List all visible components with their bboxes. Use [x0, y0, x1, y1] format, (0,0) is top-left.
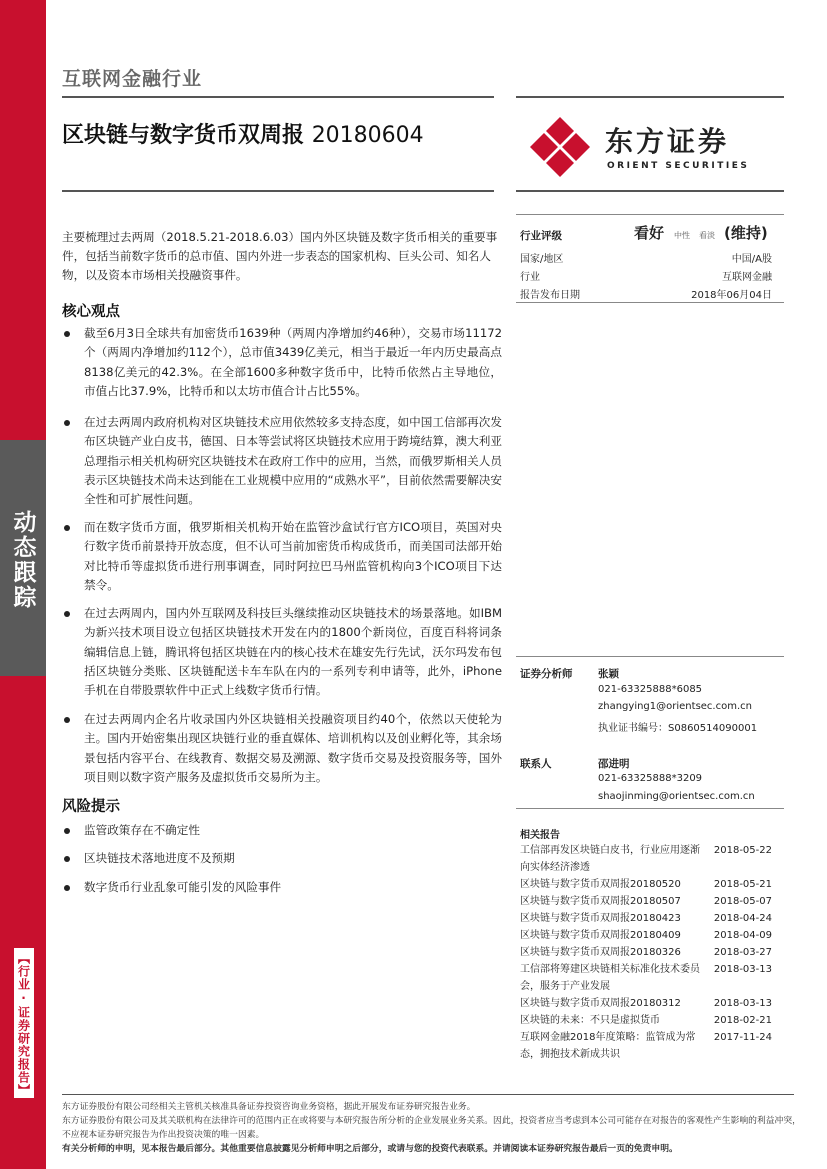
- title-date: 20180604: [311, 123, 424, 148]
- analyst-name: 张颖: [598, 668, 619, 680]
- list-item: 在过去两周内企名片收录国内外区块链相关投融资项目约40个，依然以天使轮为主。国内开始密集出现区块链行业的垂直媒体、培训机构以及创业孵化等，其余场景包括内容平台、在线教育、数据交易及溯源、数字货币交易及投资服务等，国外项目则以数字资产服务及虚拟货币交易所为主。: [62, 710, 502, 787]
- report-title: 互联网金融2018年度策略：监管成为常态，拥抱技术新成共识: [520, 1032, 696, 1060]
- report-date: 2018-03-13: [713, 998, 772, 1009]
- industry-category: 互联网金融行业: [62, 68, 203, 90]
- title-text: 区块链与数字货币双周报: [62, 123, 305, 148]
- core-views-heading: 核心观点: [62, 304, 120, 320]
- logo-subtitle: ORIENT SECURITIES: [607, 161, 750, 171]
- related-report[interactable]: [520, 961, 772, 995]
- rating-value: 看好: [634, 224, 665, 242]
- report-date: 2018-03-27: [713, 947, 772, 958]
- related-report[interactable]: [520, 944, 772, 961]
- info-row: [520, 250, 772, 265]
- core-views-list: [62, 518, 502, 595]
- company-logo: [528, 115, 592, 183]
- disclaimer: [62, 1100, 802, 1156]
- report-date: 2018-02-21: [713, 1015, 772, 1026]
- divider: [516, 190, 784, 192]
- list-item: 截至6月3日全球共有加密货币1639种（两周内净增加约46种），交易市场11172个（两周内净增加约112个），总市值3439亿美元，相当于最近一年内历史最高点8138亿美元的42.3%。在全部1600多种数字货币中，比特币依然占主导地位，市值占比37.9%，比特币和以太坊市值合计占比55%。: [62, 324, 502, 401]
- contact-phone: 021-63325888*3209: [598, 773, 703, 784]
- report-title: 区块链的未来：不只是虚拟货币: [520, 1015, 660, 1026]
- analyst-label: 证券分析师: [520, 668, 573, 680]
- info-value: 中国/A股: [731, 254, 772, 265]
- report-date: 2018-04-24: [713, 913, 772, 924]
- report-title: 工信部再发区块链白皮书，行业应用逐渐向实体经济渗透: [520, 845, 700, 873]
- divider: [516, 214, 784, 215]
- rating-label: 行业评级: [520, 230, 562, 242]
- list-item: 监管政策存在不确定性: [62, 821, 502, 840]
- info-key: 行业: [520, 272, 540, 283]
- core-views-list: [62, 413, 502, 509]
- info-key: 报告发布日期: [520, 290, 580, 301]
- related-report[interactable]: [520, 1012, 772, 1029]
- disclaimer-line: 有关分析师的申明，见本报告最后部分。其他重要信息披露见分析师申明之后部分，或请与您的投资代表联系。并请阅读本证券研究报告最后一页的免责申明。: [62, 1144, 678, 1154]
- divider: [62, 96, 494, 98]
- analyst-phone: 021-63325888*6085: [598, 684, 703, 695]
- related-heading: 相关报告: [520, 830, 560, 841]
- logo-mark-icon: [528, 115, 592, 179]
- related-report[interactable]: [520, 910, 772, 927]
- list-item: 在过去两周内，国内外互联网及科技巨头继续推动区块链技术的场景落地。如IBM为新兴技术项目设立包括区块链技术开发在内的1800个新岗位，百度百科将词条编辑信息上链，腾讯将包括区块链在内的核心技术在雄安先行先试，沃尔玛发布包括区块链分类账、区块链配送卡车车队在内的一系列专利申请等，此外，iPhone手机在自带股票软件中正式上线数字货币行情。: [62, 604, 502, 700]
- list-item: 而在数字货币方面，俄罗斯相关机构开始在监管沙盒试行官方ICO项目，英国对央行数字货币前景持开放态度，但不认可当前加密货币构成货币，而美国司法部开始对比特币等虚拟货币进行刑事调查，同时阿拉巴马州监管机构向3个ICO项目下达禁令。: [62, 518, 502, 595]
- divider: [516, 808, 784, 809]
- report-date: 2018-05-07: [713, 896, 772, 907]
- analyst-cert: 执业证书编号：S0860514090001: [598, 723, 758, 734]
- related-report[interactable]: [520, 1029, 772, 1063]
- report-title: 区块链与数字货币双周报20180520: [520, 879, 681, 890]
- info-value: 2018年06月04日: [691, 290, 772, 301]
- info-key: 国家/地区: [520, 254, 564, 265]
- core-views-list: [62, 324, 502, 401]
- divider: [62, 1094, 794, 1095]
- list-item: 区块链技术落地进度不及预期: [62, 849, 502, 868]
- report-category-label: 【行业·证券研究报告】: [14, 948, 34, 1098]
- report-date: 2018-05-21: [713, 879, 772, 890]
- risk-heading: 风险提示: [62, 799, 120, 815]
- report-date: 2018-03-13: [713, 964, 772, 975]
- disclaimer-line: 东方证券股份有限公司经相关主管机关核准具备证券投资咨询业务资格，据此开展发布证券研究报告业务。: [62, 1102, 476, 1112]
- list-item: 在过去两周内政府机构对区块链技术应用依然较多支持态度，如中国工信部再次发布区块链产业白皮书，德国、日本等尝试将区块链技术应用于跨境结算，澳大利亚总理指示相关机构研究区块链技术在政府工作中的应用，当然，而俄罗斯相关人员表示区块链技术尚未达到能在工业规模中应用的“成熟水平”，目前依然需要解决安全性和可扩展性问题。: [62, 413, 502, 509]
- report-date: 2018-04-09: [713, 930, 772, 941]
- info-value: 互联网金融: [722, 272, 772, 283]
- summary-paragraph: 主要梳理过去两周（2018.5.21-2018.6.03）国内外区块链及数字货币相关的重要事件，包括当前数字货币的总市值、国内外进一步表态的国家机构、巨头公司、知名人物，以及资本市场相关投融资事件。: [62, 230, 498, 283]
- report-title: 工信部将筹建区块链相关标准化技术委员会，服务于产业发展: [520, 964, 700, 992]
- report-title: 区块链与数字货币双周报20180326: [520, 947, 681, 958]
- related-report[interactable]: [520, 927, 772, 944]
- related-report[interactable]: [520, 893, 772, 910]
- core-views-list: [62, 604, 502, 700]
- report-type-label: 动态跟踪: [9, 510, 36, 610]
- analyst-email[interactable]: zhangying1@orientsec.com.cn: [598, 701, 752, 712]
- contact-email[interactable]: shaojinming@orientsec.com.cn: [598, 791, 755, 802]
- info-row: [520, 268, 772, 283]
- report-title: 区块链与数字货币双周报20180423: [520, 913, 681, 924]
- risk-list: [62, 821, 502, 897]
- report-title: 区块链与数字货币双周报20180507: [520, 896, 681, 907]
- report-date: 2017-11-24: [713, 1032, 772, 1043]
- contact-label: 联系人: [520, 758, 552, 770]
- info-row: [520, 286, 772, 301]
- contact-name: 邵进明: [598, 758, 630, 770]
- divider: [516, 302, 784, 303]
- report-title: 区块链与数字货币双周报20180312: [520, 998, 681, 1009]
- report-title: 区块链与数字货币双周报20180409: [520, 930, 681, 941]
- rating-maintain: (维持): [724, 224, 768, 242]
- rating-neutral: 中性: [674, 231, 690, 240]
- report-date: 2018-05-22: [713, 845, 772, 856]
- page-title: [62, 118, 424, 149]
- related-report[interactable]: [520, 995, 772, 1012]
- rating-bearish: 看淡: [699, 231, 715, 240]
- logo-name: 东方证券: [605, 125, 730, 158]
- related-report[interactable]: [520, 842, 772, 876]
- divider: [62, 190, 494, 192]
- sidebar-red-top: [0, 0, 46, 440]
- divider: [516, 96, 784, 98]
- core-views-list: [62, 710, 502, 787]
- related-report[interactable]: [520, 876, 772, 893]
- divider: [516, 656, 784, 657]
- disclaimer-line: 东方证券股份有限公司及其关联机构在法律许可的范围内正在或将要与本研究报告所分析的企业发展业务关系。因此，投资者应当考虑到本公司可能存在对报告的客观性产生影响的利益冲突，不应视本证券研究报告为作出投资决策的唯一因素。: [62, 1116, 801, 1140]
- list-item: 数字货币行业乱象可能引发的风险事件: [62, 878, 502, 897]
